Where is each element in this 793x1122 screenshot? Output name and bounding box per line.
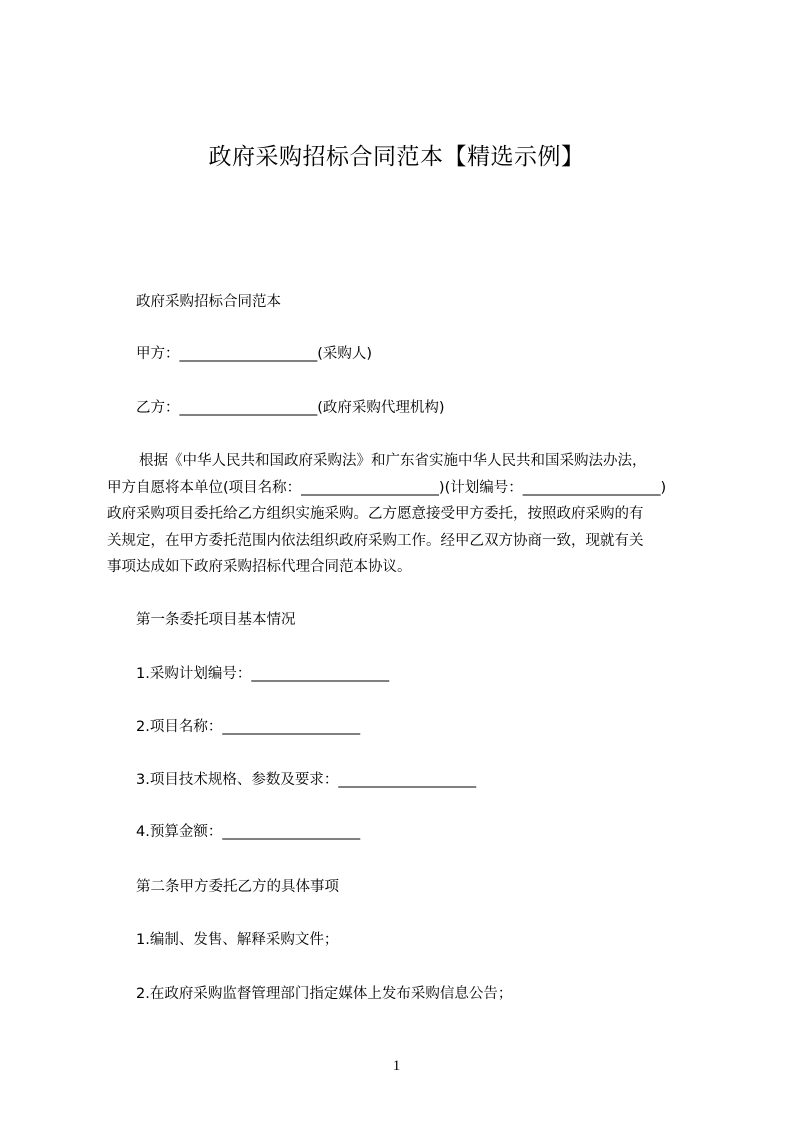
party-a-role: (采购人) [317,346,373,362]
article-1-item-1: 1.采购计划编号：___________________ [136,666,390,682]
party-b-label: 乙方： [136,400,180,416]
party-b-role: (政府采购代理机构) [317,400,445,416]
party-a-blank: ___________________ [179,346,318,362]
page-number: 1 [392,1058,401,1074]
article-1-item-2: 2.项目名称：___________________ [136,719,361,735]
article-1-heading: 第一条委托项目基本情况 [136,612,296,628]
article-2-item-1: 1.编制、发售、解释采购文件； [136,932,339,948]
intro-line-5: 事项达成如下政府采购招标代理合同范本协议。 [107,559,412,575]
intro-line-2: 甲方自愿将本单位(项目名称：___________________)(计划编号：___________________) [107,479,667,496]
party-a-label: 甲方： [136,346,180,362]
intro-line-4: 关规定，在甲方委托范围内依法组织政府采购工作。经甲乙双方协商一致，现就有关 [107,532,644,549]
party-b-line [136,398,445,418]
intro-paragraph [107,448,697,581]
intro-line-3: 政府采购项目委托给乙方组织实施采购。乙方愿意接受甲方委托，按照政府采购的有 [107,506,644,522]
article-2-heading: 第二条甲方委托乙方的具体事项 [136,879,339,895]
document-subtitle: 政府采购招标合同范本 [136,294,281,310]
article-1-item-4: 4.预算金额：___________________ [136,824,361,840]
party-b-blank: ___________________ [179,400,318,416]
party-a-line [136,344,372,364]
article-2-item-2: 2.在政府采购监督管理部门指定媒体上发布采购信息公告； [136,986,513,1002]
intro-line-1: 根据《中华人民共和国政府采购法》和广东省实施中华人民共和国采购法办法， [139,453,647,469]
document-title: 政府采购招标合同范本【精选示例】 [208,144,585,170]
article-1-item-3: 3.项目技术规格、参数及要求：___________________ [136,772,477,788]
